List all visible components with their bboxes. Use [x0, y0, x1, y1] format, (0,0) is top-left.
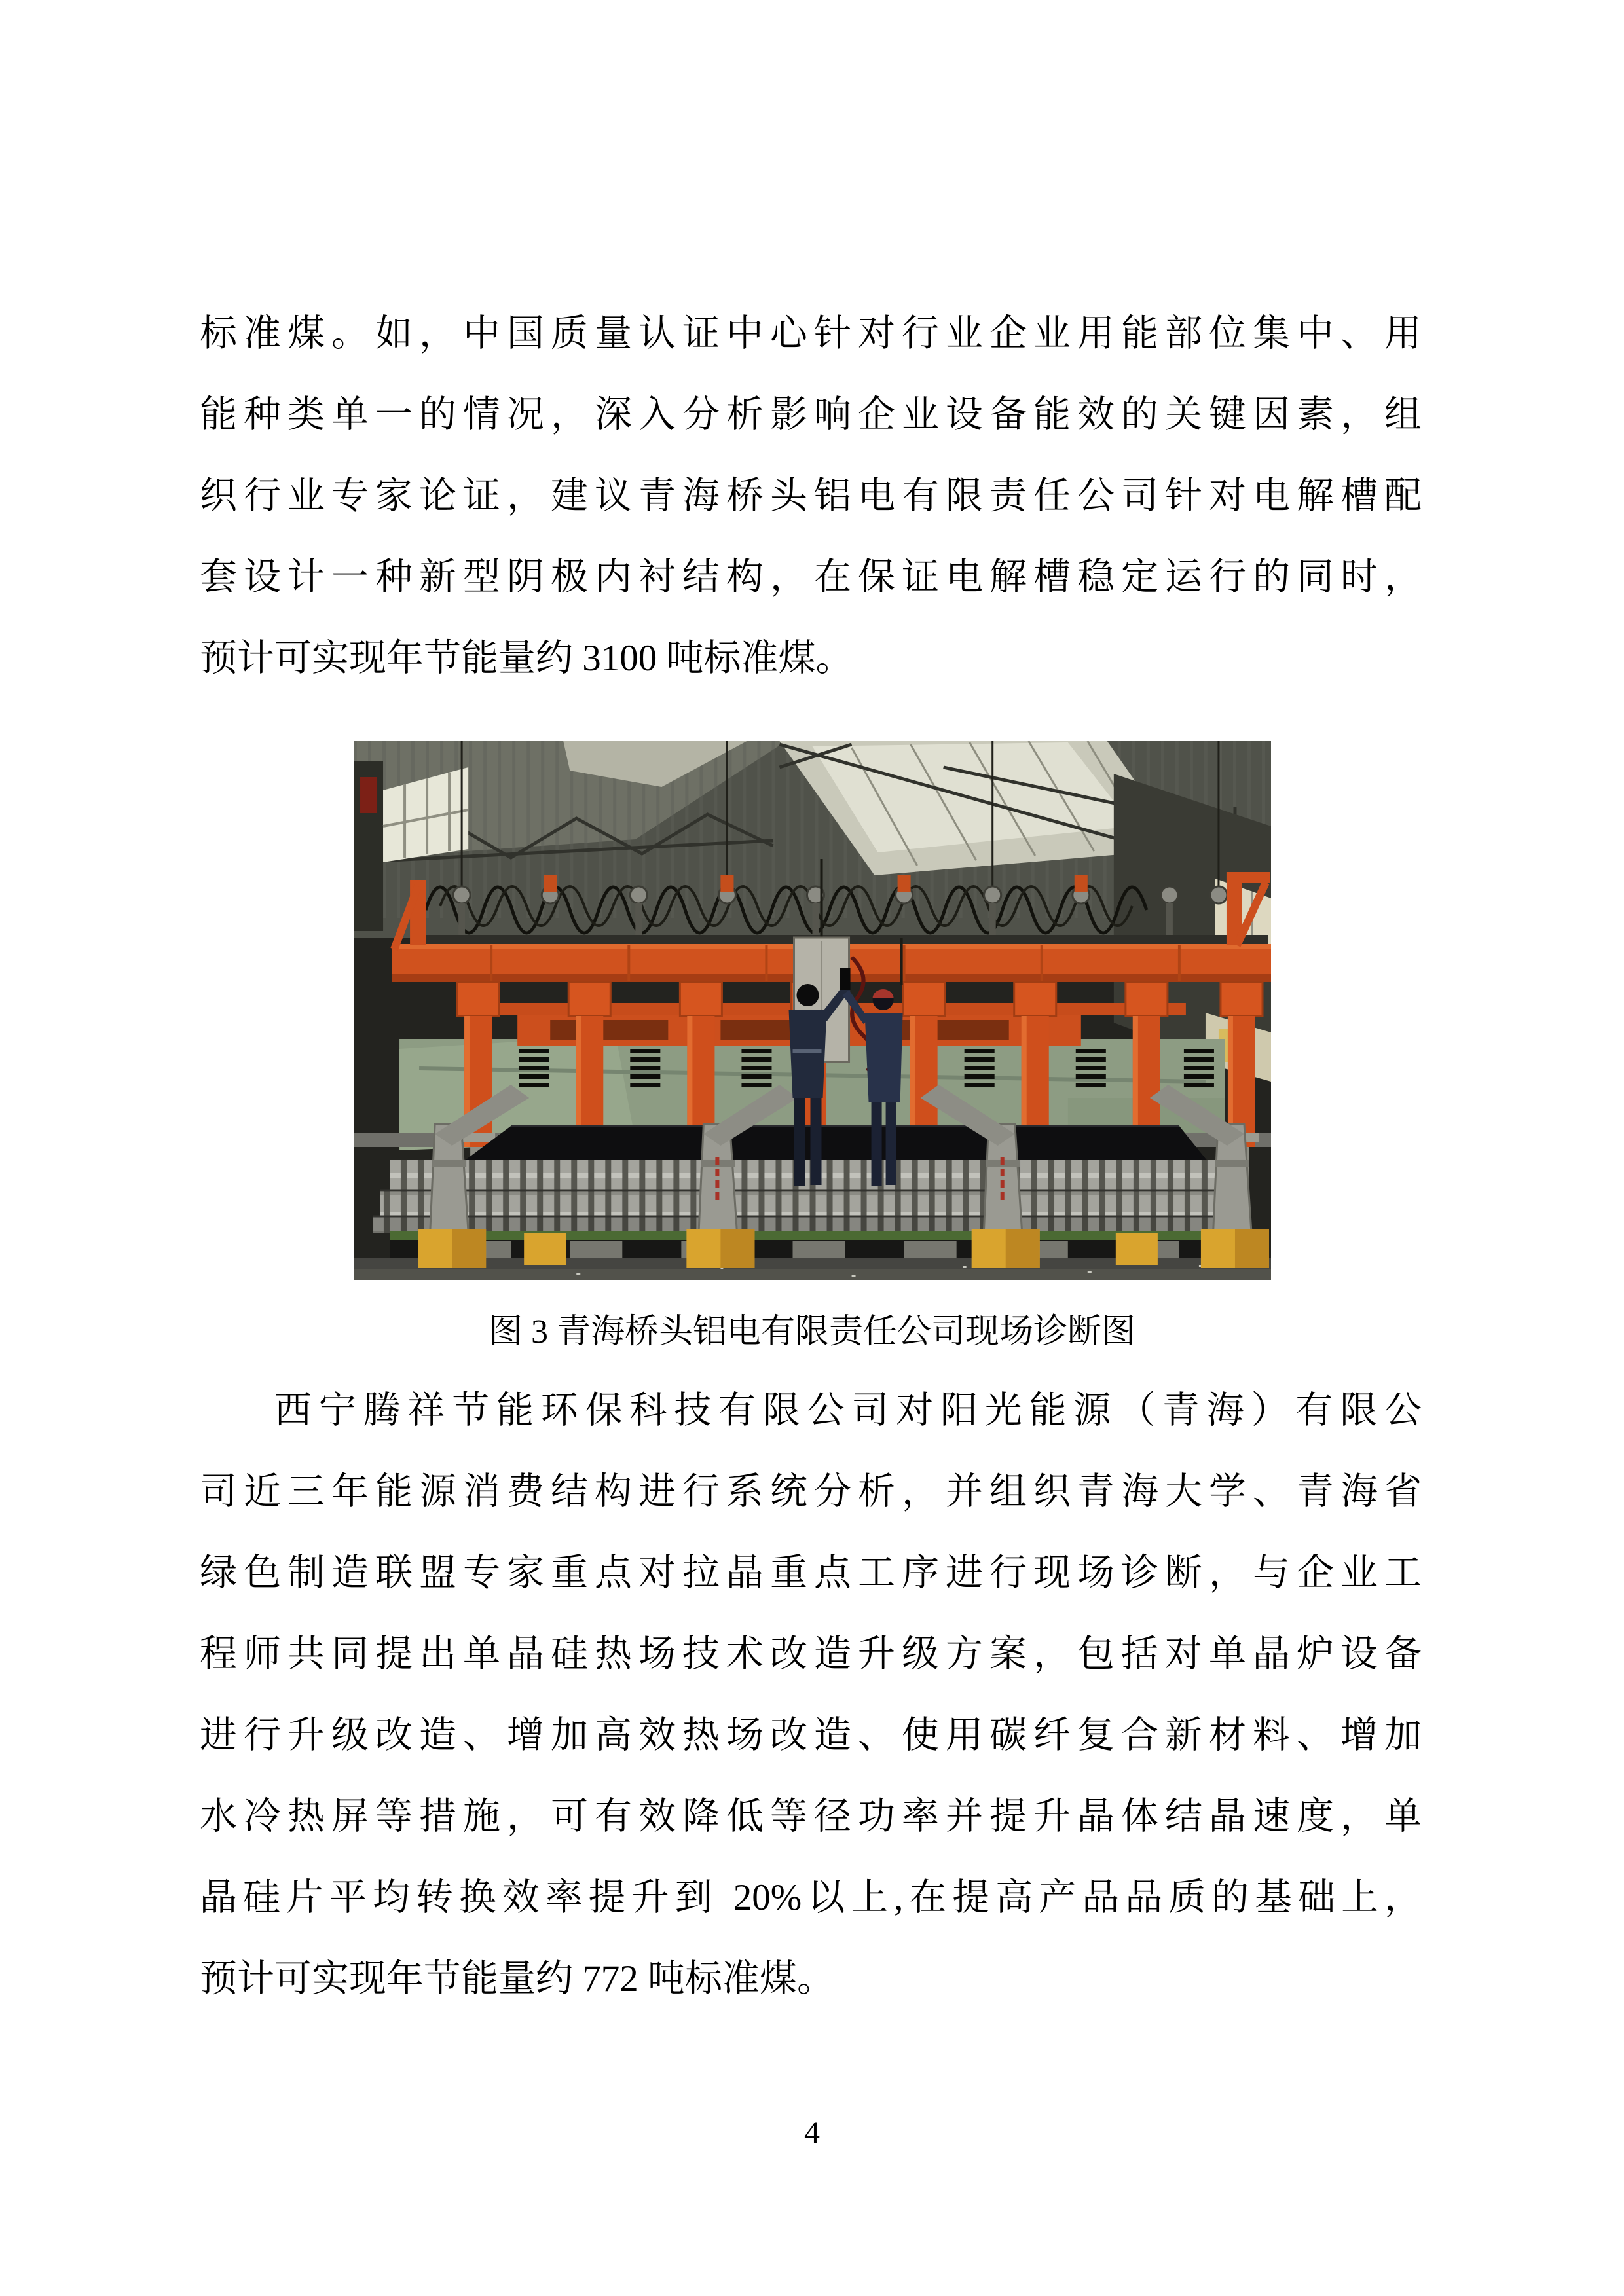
text-line: 能种类单一的情况，深入分析影响企业设备能效的关键因素，组: [200, 394, 1422, 435]
figure-photo: [354, 741, 1271, 1280]
text-line: 织行业专家论证，建议青海桥头铝电有限责任公司针对电解槽配: [200, 475, 1422, 517]
text-line: 预计可实现年节能量约 3100 吨标准煤。: [200, 638, 853, 679]
text-line: 水冷热屏等措施，可有效降低等径功率并提升晶体结晶速度，单: [200, 1796, 1422, 1837]
text-line: 绿色制造联盟专家重点对拉晶重点工序进行现场诊断，与企业工: [200, 1552, 1422, 1594]
text-line: 套设计一种新型阴极内衬结构，在保证电解槽稳定运行的同时，: [200, 556, 1422, 598]
text-line: 进行升级改造、增加高效热场改造、使用碳纤复合新材料、增加: [200, 1715, 1422, 1756]
factory-photo-illustration: [354, 741, 1271, 1280]
paragraph-1: [200, 293, 1422, 699]
figure-caption: 图 3 青海桥头铝电有限责任公司现场诊断图: [488, 1313, 1135, 1351]
text-line: 标准煤。如，中国质量认证中心针对行业企业用能部位集中、用: [200, 313, 1422, 354]
text-line: 晶硅片平均转换效率提升到 20%以上,在提高产品品质的基础上，: [200, 1877, 1422, 1918]
text-line: 西宁腾祥节能环保科技有限公司对阳光能源（青海）有限公: [274, 1390, 1422, 1431]
text-line: 预计可实现年节能量约 772 吨标准煤。: [200, 1958, 834, 1999]
red-hoist: [360, 777, 377, 813]
text-line: 司近三年能源消费结构进行系统分析，并组织青海大学、青海省: [200, 1471, 1422, 1512]
paragraph-2: [200, 1370, 1422, 2020]
text-line: 程师共同提出单晶硅热场技术改造升级方案，包括对单晶炉设备: [200, 1633, 1422, 1675]
page-number: 4: [804, 2115, 820, 2150]
